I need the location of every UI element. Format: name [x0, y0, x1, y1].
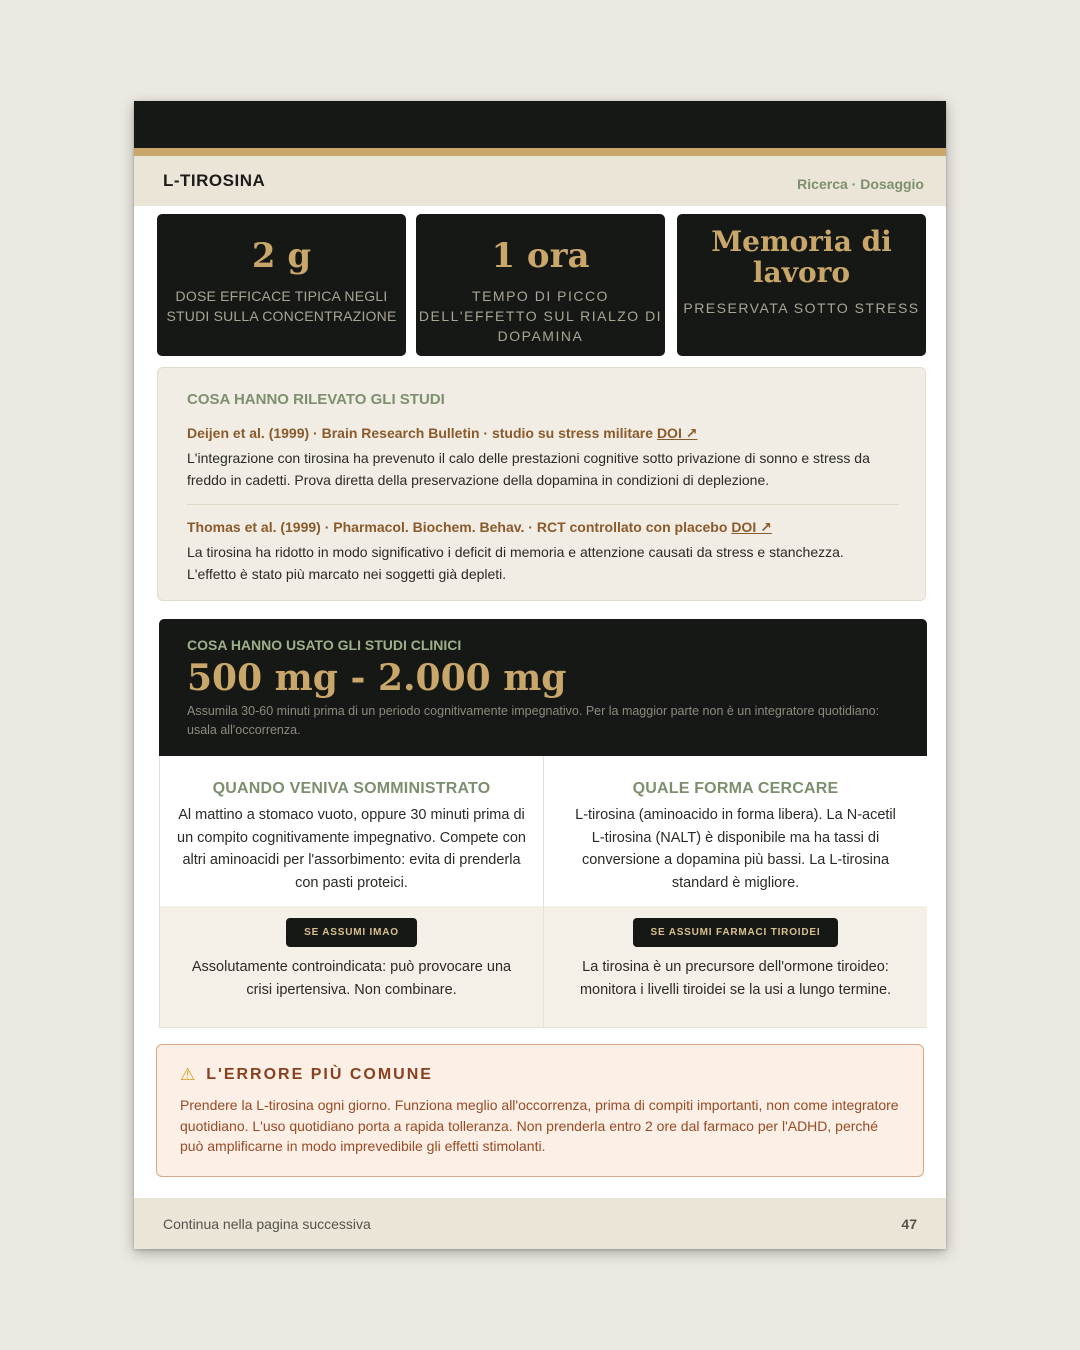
stat-card-peak-time [416, 214, 665, 356]
study-text: La tirosina ha ridotto in modo significativo i deficit di memoria e attenzione causati da stress e stanchezza. L'effetto è stato più marcato nei soggetti già depleti. [187, 544, 844, 582]
imao-text: Assolutamente controindicata: può provocare una crisi ipertensiva. Non combinare. [191, 959, 512, 998]
thyroid-badge: SE ASSUMI FARMACI TIROIDEI [633, 918, 839, 947]
dosage-label: COSA HANNO USATO GLI STUDI CLINICI [187, 637, 462, 653]
stat-value: 2 g [251, 236, 312, 276]
accent-line [134, 148, 946, 156]
dosage-range: 500 mg - 2.000 mg [187, 657, 567, 699]
study-text: L'integrazione con tirosina ha prevenuto il calo delle prestazioni cognitive sotto privazione di sonno e stress da freddo in cadetti. Prova diretta della preservazione della dopamina in condizioni di deplezione. [187, 450, 870, 488]
form-cell [544, 756, 927, 906]
doi-link[interactable]: DOI ↗ [731, 519, 772, 535]
when-title: QUANDO VENIVA SOMMINISTRATO [212, 780, 491, 797]
warning-box [156, 1044, 924, 1177]
imao-badge: SE ASSUMI IMAO [286, 918, 417, 947]
stat-caption: TEMPO DI PICCO DELL'EFFETTO SUL RIALZO DI DOPAMINA [418, 288, 663, 344]
imao-cell [160, 906, 544, 1027]
dosage-note: Assumila 30-60 minuti prima di un periodo cognitivamente impegnativo. Per la maggior parte non è un integratore quotidiano: usala all'occorrenza. [187, 704, 880, 737]
studies-box [157, 367, 926, 601]
doi-link[interactable]: DOI ↗ [656, 425, 698, 441]
section-tags: Ricerca · Dosaggio [797, 176, 924, 192]
page-footer [134, 1198, 946, 1249]
continue-note: Continua nella pagina successiva [163, 1215, 371, 1232]
form-text: L-tirosina (aminoacido in forma libera). La N-acetil L-tirosina (NALT) è disponibile ma ha tassi di conversione a dopamina più bassi. La L-tirosina standard è migliore. [575, 807, 896, 891]
study-item [187, 519, 896, 585]
form-title: QUALE FORMA CERCARE [632, 780, 839, 797]
page-number: 47 [901, 1215, 917, 1232]
when-text: Al mattino a stomaco vuoto, oppure 30 minuti prima di un compito cognitivamente impegnativo. Compete con altri aminoacidi per l'assorbimento: evita di prenderla con pasti proteici. [177, 807, 526, 891]
warning-icon: ⚠ [180, 1065, 198, 1084]
study-citation: Thomas et al. (1999) · Pharmacol. Biochem. Behav. · RCT controllato con placebo [187, 519, 728, 535]
page-title: L-TIROSINA [163, 171, 266, 190]
when-cell [160, 756, 544, 906]
document-page [134, 101, 946, 1249]
study-item [187, 425, 896, 491]
stat-card-memory [677, 214, 926, 356]
top-bar [134, 101, 946, 148]
warning-text: Prendere la L-tirosina ogni giorno. Funziona meglio all'occorrenza, prima di compiti importanti, non come integratore quotidiano. L'uso quotidiano porta a rapida tolleranza. Non prenderla entro 2 ore dal farmaco per l'ADHD, perché può amplificarne in modo imprevedibile gli effetti stimolanti. [180, 1097, 899, 1154]
stat-value: 1 ora [491, 236, 590, 276]
stat-card-dose [157, 214, 406, 356]
thyroid-text: La tirosina è un precursore dell'ormone tiroideo: monitora i livelli tiroidei se la usi a lungo termine. [579, 959, 892, 998]
divider [187, 504, 899, 505]
thyroid-cell [544, 906, 927, 1027]
dosage-panel [159, 619, 927, 756]
study-citation: Deijen et al. (1999) · Brain Research Bulletin · studio su stress militare [187, 425, 654, 441]
studies-heading: COSA HANNO RILEVATO GLI STUDI [187, 391, 445, 408]
warning-title: L'ERRORE PIÙ COMUNE [206, 1066, 433, 1083]
info-grid [159, 756, 927, 1028]
stat-value: Memoria di lavoro [711, 225, 892, 289]
stat-caption: PRESERVATA SOTTO STRESS [683, 300, 920, 316]
stat-caption: DOSE EFFICACE TIPICA NEGLI STUDI SULLA CONCENTRAZIONE [166, 288, 397, 324]
page-header [134, 156, 946, 206]
